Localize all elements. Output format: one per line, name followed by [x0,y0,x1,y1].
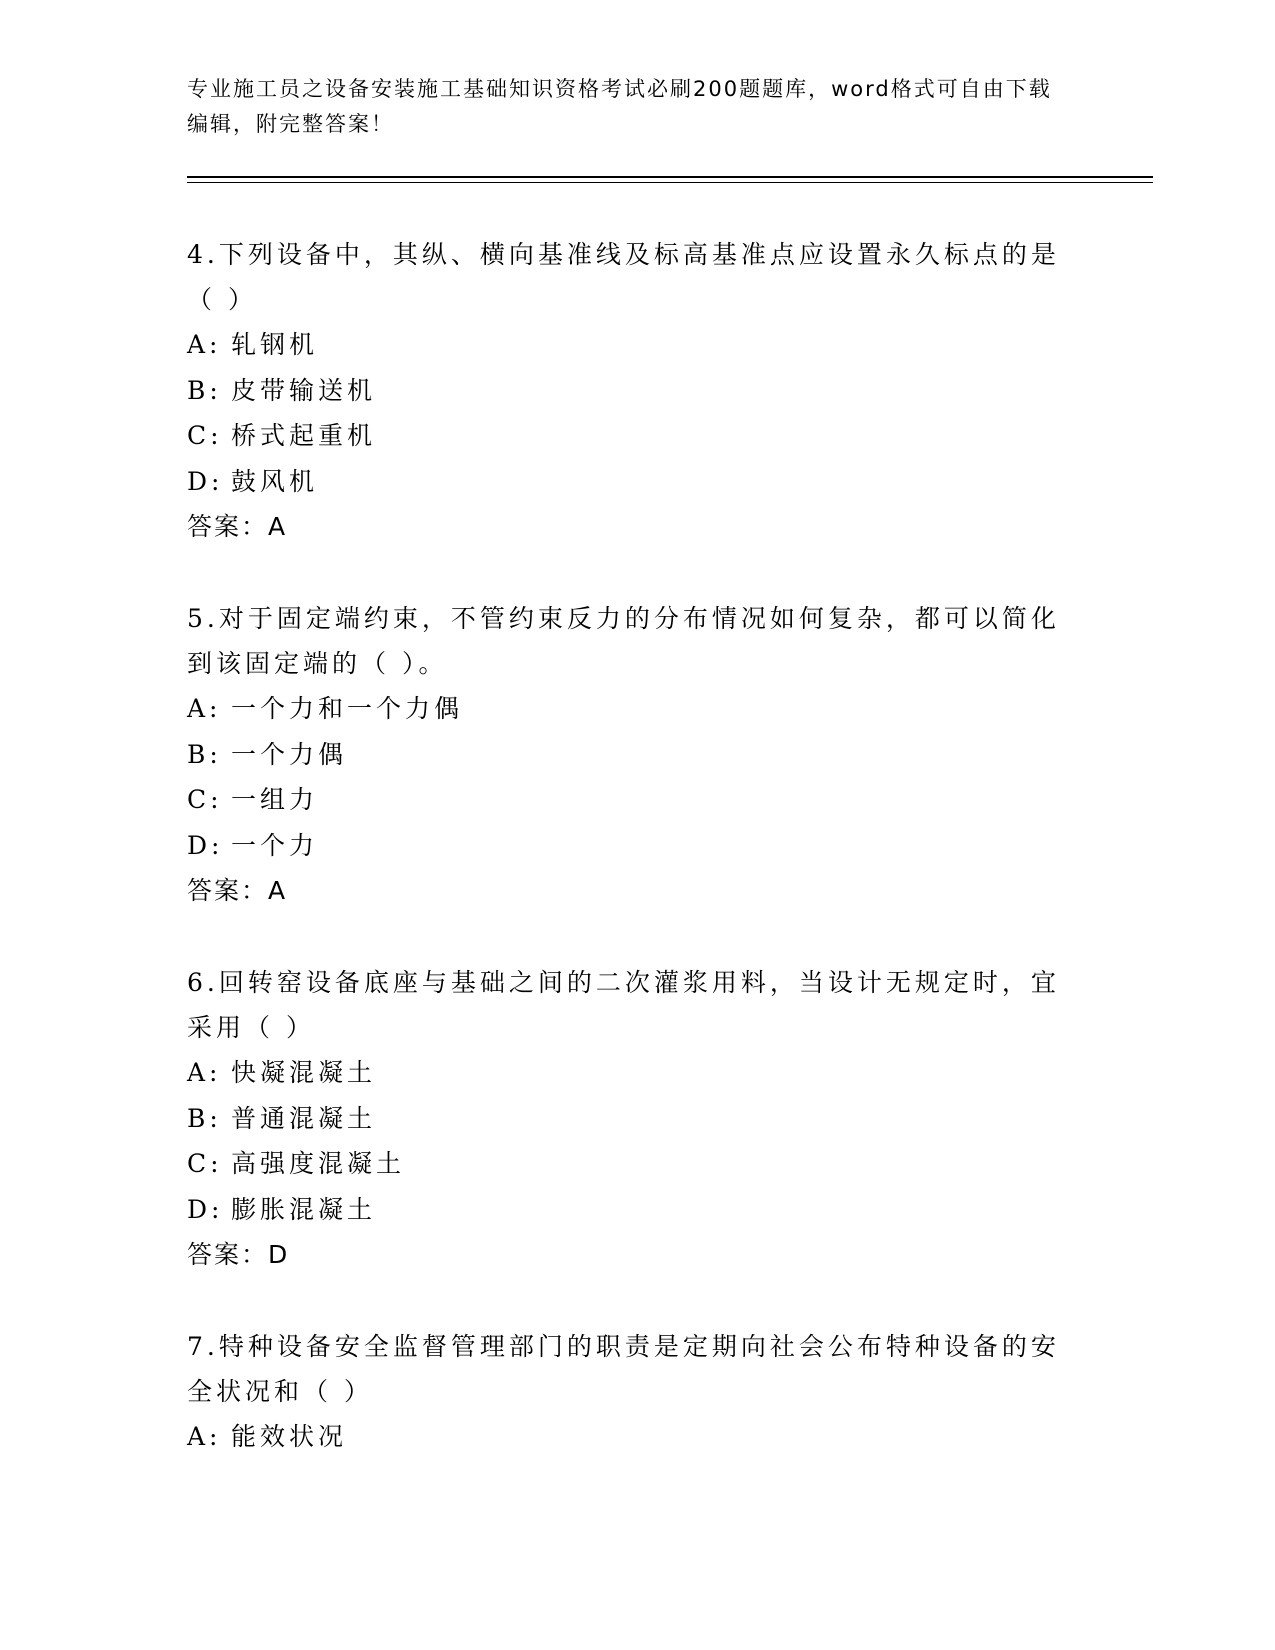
option-text: 普通混凝土 [231,1103,377,1133]
option-letter: C: [187,1149,223,1179]
option-letter: D: [187,466,224,496]
option-c [187,777,1067,823]
option-letter: C: [187,421,223,451]
option-letter: B: [187,739,222,769]
option-letter: A: [187,330,222,359]
answer-line: 答案：A [187,876,288,906]
question-stem: 5.对于固定端约束，不管约束反力的分布情况如何复杂，都可以简化到该固定端的（ ）。 [187,604,1060,678]
option-letter: A: [187,1058,222,1087]
question-stem: 4.下列设备中，其纵、横向基准线及标高基准点应设置永久标点的是（ ） [187,240,1060,314]
option-text: 鼓风机 [231,466,319,496]
option-a [187,322,1067,368]
option-text: 一个力和一个力偶 [231,694,464,723]
option-text: 快凝混凝土 [231,1058,377,1087]
option-d [187,823,1067,869]
question-4 [187,232,1067,550]
option-letter: C: [187,785,223,815]
option-text: 高强度混凝土 [231,1149,406,1179]
answer-line: 答案：D [187,1240,290,1270]
question-6 [187,960,1067,1278]
option-b [187,732,1067,778]
header-rule-bottom [187,182,1153,183]
question-stem: 6.回转窑设备底座与基础之间的二次灌浆用料，当设计无规定时，宜采用（ ） [187,968,1060,1042]
option-b [187,1096,1067,1142]
option-letter: D: [187,1194,224,1224]
option-text: 能效状况 [231,1422,348,1451]
option-d [187,1187,1067,1233]
header-rule-top [187,176,1153,178]
option-c [187,1141,1067,1187]
option-text: 膨胀混凝土 [231,1194,377,1224]
document-header: 专业施工员之设备安装施工基础知识资格考试必刷200题题库，word格式可自由下载编辑，附完整答案！ [187,77,1052,136]
answer-line: 答案：A [187,512,288,542]
option-d [187,459,1067,505]
question-5 [187,596,1067,914]
option-b [187,368,1067,414]
question-7 [187,1324,1067,1460]
option-text: 轧钢机 [231,330,319,359]
option-text: 一个力 [231,830,319,860]
question-stem: 7.特种设备安全监督管理部门的职责是定期向社会公布特种设备的安全状况和（ ） [187,1332,1060,1406]
option-a [187,686,1067,732]
option-letter: A: [187,694,222,723]
option-text: 一组力 [231,785,319,815]
option-a [187,1050,1067,1096]
option-text: 桥式起重机 [231,421,377,451]
option-text: 一个力偶 [231,739,348,769]
option-c [187,413,1067,459]
option-letter: B: [187,1103,222,1133]
option-letter: B: [187,375,222,405]
option-letter: D: [187,830,224,860]
option-text: 皮带输送机 [231,375,377,405]
option-a [187,1414,1067,1460]
option-letter: A: [187,1422,222,1451]
